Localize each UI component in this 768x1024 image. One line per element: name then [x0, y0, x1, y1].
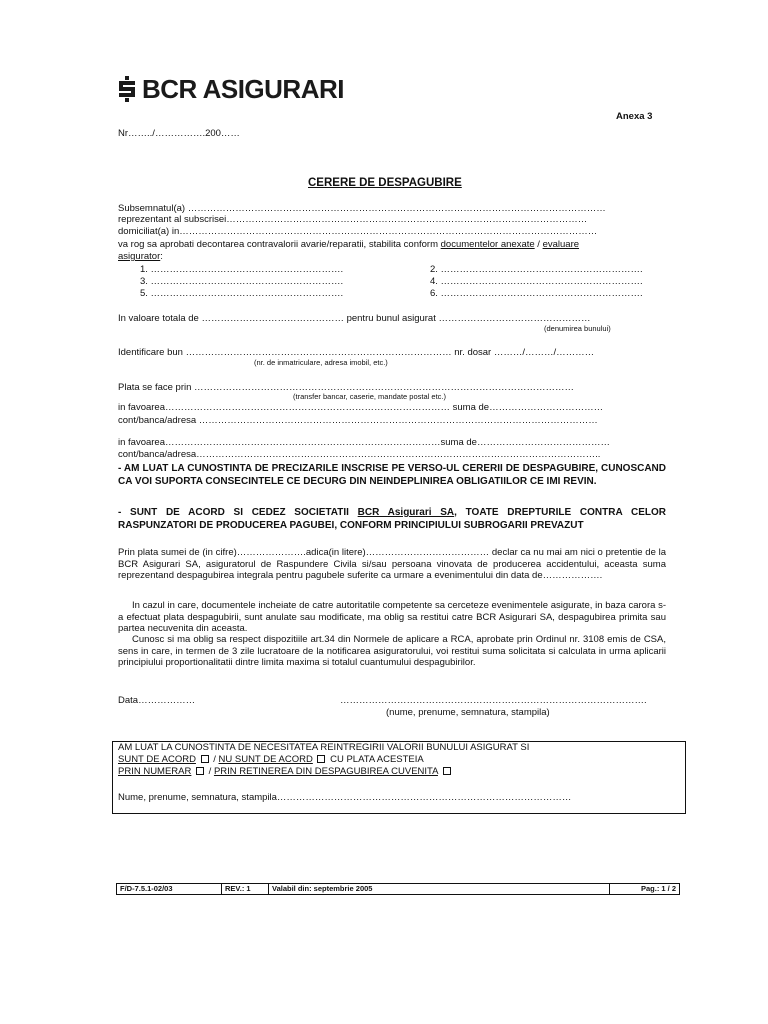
footer-page: Pag.: 1 / 2	[640, 884, 676, 893]
nu-sunt-de-acord-checkbox[interactable]	[317, 755, 325, 763]
approval-text: va rog sa aprobati decontarea contravalorii avarie/reparatii, stabilita conform	[118, 239, 441, 250]
field-plata-prin[interactable]: Plata se face prin …………………………………………………………………………………………………………	[118, 382, 575, 393]
cu-plata-label: CU PLATA ACESTEIA	[330, 754, 424, 765]
prin-numerar-label: PRIN NUMERAR	[118, 766, 192, 777]
asigurator-label-line	[118, 251, 163, 262]
subrogare-text-b: , TOATE DREPTURILE CONTRA CELOR RASPUNZATORI DE PRODUCEREA PAGUBEI, CONFORM PRINCIPIULUI SUBROGARII PREVAZUT	[118, 507, 666, 531]
subrogare-text-a: - SUNT DE ACORD SI CEDEZ SOCIETATII	[118, 507, 358, 518]
plata-options-line	[118, 766, 453, 777]
subrogare-company: BCR Asigurari SA	[357, 507, 455, 518]
field-in-favoarea-1[interactable]: in favoarea……………………………………………………………………………… suma de………………………………	[118, 402, 604, 413]
field-identificare-bun[interactable]: Identificare bun ………………………………………………………………………… nr. dosar ………/………/…………	[118, 347, 595, 358]
damage-item-2[interactable]: 2. ……………………………………………………….	[430, 264, 643, 275]
evaluare-label: evaluare	[542, 239, 580, 250]
sunt-de-acord-label: SUNT DE ACORD	[118, 754, 196, 765]
separator-1: /	[213, 754, 219, 765]
damage-item-3[interactable]: 3. …………………………………………………….	[140, 276, 344, 287]
declaration-precizari: - AM LUAT LA CUNOSTINTA DE PRECIZARILE INSCRISE PE VERSO-UL CERERII DE DESPAGUBIRE, CUNOSCAND CA VOI SUPORTA CONSECINTELE CE DECURG DIN NEINDEPLINIREA OBLIGATIILOR CE IMI REVIN.	[118, 463, 666, 487]
prin-retinere-checkbox[interactable]	[443, 767, 451, 775]
damage-item-1[interactable]: 1. …………………………………………………….	[140, 264, 344, 275]
brand-name: BCR ASIGURARI	[142, 73, 344, 104]
field-domiciliat[interactable]: domiciliat(a) in……………………………………………………………………………………………………………………	[118, 226, 598, 237]
asigurator-label: asigurator	[118, 251, 161, 262]
signature-line[interactable]: …………………………………………………………………………………….	[340, 695, 647, 706]
document-footer	[116, 883, 680, 895]
annex-label: Anexa 3	[616, 111, 653, 122]
total-value-note: (denumirea bunului)	[544, 324, 611, 333]
field-subsemnatul[interactable]: Subsemnatul(a) ……………………………………………………………………………………………………………………	[118, 203, 606, 214]
sunt-de-acord-checkbox[interactable]	[201, 755, 209, 763]
bcr-symbol-icon	[118, 76, 136, 102]
field-cont-banca-1[interactable]: cont/banca/adresa ………………………………………………………………………………………………………………	[118, 415, 598, 426]
damage-item-6[interactable]: 6. ……………………………………………………….	[430, 288, 643, 299]
field-total-value[interactable]: In valoare totala de ……………………………………… pentru bunul asigurat …………………………………………	[118, 313, 591, 324]
field-data[interactable]: Data………………	[118, 695, 196, 706]
field-reprezentant[interactable]: reprezentant al subscrisei……………………………………………………………………………………………………	[118, 214, 588, 225]
reintregire-statement: AM LUAT LA CUNOSTINTA DE NECESITATEA REINTREGIRII VALORII BUNULUI ASIGURAT SI	[118, 742, 530, 753]
prin-retinere-label: PRIN RETINEREA DIN DESPAGUBIREA CUVENITA	[213, 766, 438, 777]
paragraph-anulare: In cazul in care, documentele incheiate de catre autoritatile competente sa cerceteze evenimentele asigurate, in baza carora s-a efectuat plata despagubirii, sunt anulate sau modificate, ma oblig sa restitui catre BCR Asigurari SA, despagubirea primita sau partea necuvenita din aceasta.	[118, 600, 666, 634]
documente-anexate-label: documentelor anexate	[440, 239, 535, 250]
plata-note: (transfer bancar, caserie, mandate postal etc.)	[293, 392, 446, 401]
slash-separator: /	[534, 239, 543, 250]
field-cont-banca-2[interactable]: cont/banca/adresa………………………………………………………………………………………………………………..	[118, 449, 601, 460]
nu-sunt-de-acord-label: NU SUNT DE ACORD	[218, 754, 313, 765]
paragraph-plata-sumei: Prin plata sumei de (in cifre)………………….adica(in litere)………………………………… declar ca nu mai am nici o pretentie de la BCR Asigurari SA, asiguratorul de Raspundere Civila si/sau persoana vinovata de producerea accidentului, aceasta suma reprezentand despagubirea integrala pentru pagubele suferite ca urmare a evenimentului din data de……………….	[118, 547, 666, 581]
damage-item-4[interactable]: 4. ……………………………………………………….	[430, 276, 643, 287]
footer-code: F/D-7.5.1-02/03	[117, 884, 222, 894]
colon: :	[160, 251, 163, 262]
signature-note: (nume, prenume, semnatura, stampila)	[386, 707, 550, 718]
acord-options-line	[118, 754, 424, 765]
approval-request-text	[118, 239, 579, 250]
bcr-logo	[118, 74, 344, 104]
field-in-favoarea-2[interactable]: in favoarea……………………………………………………………………………suma de……………………………………	[118, 437, 610, 448]
prin-numerar-checkbox[interactable]	[196, 767, 204, 775]
damage-item-5[interactable]: 5. …………………………………………………….	[140, 288, 344, 299]
paragraph-art34: Cunosc si ma oblig sa respect dispozitiile art.34 din Normele de aplicare a RCA, aprobate prin Ordinul nr. 3108 emis de CSA, sens in care, in termen de 3 zile lucratoare de la notificarea asiguratorului, voi restitui suma solicitata si calculata in urma aplicarii principiului proportionalitatii dintre limita maxima si totalul cuantumului despagubirilor.	[118, 634, 666, 668]
document-number: Nr……../…………….200……	[118, 128, 240, 139]
footer-revision: REV.: 1	[222, 884, 269, 894]
identificare-note: (nr. de inmatriculare, adresa imobil, etc.)	[254, 358, 388, 367]
declaration-subrogare	[118, 506, 666, 532]
page-title: CERERE DE DESPAGUBIRE	[308, 177, 462, 189]
box-signature-field[interactable]: Nume, prenume, semnatura, stampila…………………………………………………………………………………	[118, 792, 572, 803]
footer-valid-from: Valabil din: septembrie 2005	[269, 884, 610, 894]
separator-2: /	[208, 766, 214, 777]
